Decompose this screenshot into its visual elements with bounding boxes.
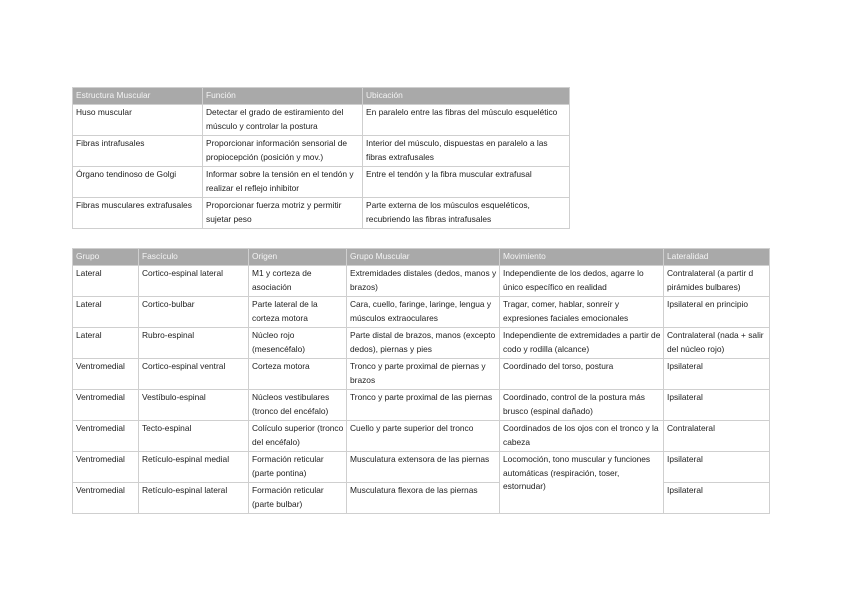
table-row [73,105,570,136]
table-cell: Fibras intrafusales [73,136,203,167]
table-cell: Ventromedial [73,421,139,452]
table-cell: Formación reticular (parte bulbar) [249,483,347,514]
table-header-row [73,88,570,105]
table-row [73,390,770,421]
table-cell: Entre el tendón y la fibra muscular extrafusal [363,167,570,198]
table-cell: Interior del músculo, dispuestas en paralelo a las fibras extrafusales [363,136,570,167]
column-header: Estructura Muscular [73,88,203,105]
table-row [73,198,570,229]
column-header: Origen [249,249,347,266]
table-cell: Detectar el grado de estiramiento del músculo y controlar la postura [203,105,363,136]
table-cell: Coordinados de los ojos con el tronco y la cabeza [500,421,664,452]
table-row [73,452,770,483]
table-row [73,483,770,514]
table-row [73,421,770,452]
table-cell: Rubro-espinal [139,328,249,359]
table-cell: Ventromedial [73,390,139,421]
table-cell: Lateral [73,266,139,297]
table-row [73,167,570,198]
table-cell: Cortico-espinal lateral [139,266,249,297]
table-cell: Musculatura extensora de las piernas [347,452,500,483]
table-cell: Tecto-espinal [139,421,249,452]
table-cell: Vestíbulo-espinal [139,390,249,421]
table-cell: Formación reticular (parte pontina) [249,452,347,483]
table-row [73,136,570,167]
table-cell: Parte distal de brazos, manos (excepto dedos), piernas y pies [347,328,500,359]
table-cell: Parte externa de los músculos esqueléticos, recubriendo las fibras intrafusales [363,198,570,229]
table-cell: Independiente de extremidades a partir de codo y rodilla (alcance) [500,328,664,359]
table-cell: Contralateral (nada + salir del núcleo rojo) [664,328,770,359]
table-cell: Cortico-espinal ventral [139,359,249,390]
table-cell: Independiente de los dedos, agarre lo único específico en realidad [500,266,664,297]
column-header: Ubicación [363,88,570,105]
table-cell: Órgano tendinoso de Golgi [73,167,203,198]
table-cell: Retículo-espinal medial [139,452,249,483]
table-row [73,266,770,297]
column-header: Movimiento [500,249,664,266]
table-row [73,328,770,359]
table-cell: Núcleo rojo (mesencéfalo) [249,328,347,359]
table-cell: Colículo superior (tronco del encéfalo) [249,421,347,452]
table-cell: Núcleos vestibulares (tronco del encéfalo) [249,390,347,421]
table-cell: Contralateral [664,421,770,452]
table-cell: Coordinado del torso, postura [500,359,664,390]
table-cell: Ipsilateral en principio [664,297,770,328]
motor-pathways-table [72,248,770,514]
table-cell: Corteza motora [249,359,347,390]
column-header: Lateralidad [664,249,770,266]
table-cell: Tragar, comer, hablar, sonreír y expresiones faciales emocionales [500,297,664,328]
table-cell: Ipsilateral [664,483,770,514]
table-cell: Lateral [73,297,139,328]
table-cell: Coordinado, control de la postura más brusco (espinal dañado) [500,390,664,421]
table-cell: M1 y corteza de asociación [249,266,347,297]
table-cell: Parte lateral de la corteza motora [249,297,347,328]
table-row [73,359,770,390]
muscle-structure-table [72,87,570,229]
table-cell: Lateral [73,328,139,359]
table-cell: Tronco y parte proximal de piernas y brazos [347,359,500,390]
table-cell: Locomoción, tono muscular y funciones automáticas (respiración, toser, estornudar) [500,452,664,514]
table-cell: Musculatura flexora de las piernas [347,483,500,514]
table-cell: Ipsilateral [664,359,770,390]
column-header: Grupo [73,249,139,266]
column-header: Fascículo [139,249,249,266]
table-cell: Proporcionar información sensorial de propiocepción (posición y mov.) [203,136,363,167]
table-cell: Huso muscular [73,105,203,136]
table-cell: Ipsilateral [664,390,770,421]
table-cell: Fibras musculares extrafusales [73,198,203,229]
table-cell: Ipsilateral [664,452,770,483]
table-cell: Cuello y parte superior del tronco [347,421,500,452]
table-cell: Ventromedial [73,483,139,514]
table-header-row [73,249,770,266]
column-header: Función [203,88,363,105]
table-cell: Retículo-espinal lateral [139,483,249,514]
table-cell: Informar sobre la tensión en el tendón y realizar el reflejo inhibitor [203,167,363,198]
table-cell: Proporcionar fuerza motriz y permitir sujetar peso [203,198,363,229]
column-header: Grupo Muscular [347,249,500,266]
table-cell: Tronco y parte proximal de las piernas [347,390,500,421]
table-cell: Ventromedial [73,359,139,390]
table-row [73,297,770,328]
table-cell: Cara, cuello, faringe, laringe, lengua y músculos extraoculares [347,297,500,328]
table-cell: Extremidades distales (dedos, manos y brazos) [347,266,500,297]
table-cell: Ventromedial [73,452,139,483]
table-cell: En paralelo entre las fibras del músculo esquelético [363,105,570,136]
table-cell: Contralateral (a partir d pirámides bulbares) [664,266,770,297]
table-cell: Cortico-bulbar [139,297,249,328]
